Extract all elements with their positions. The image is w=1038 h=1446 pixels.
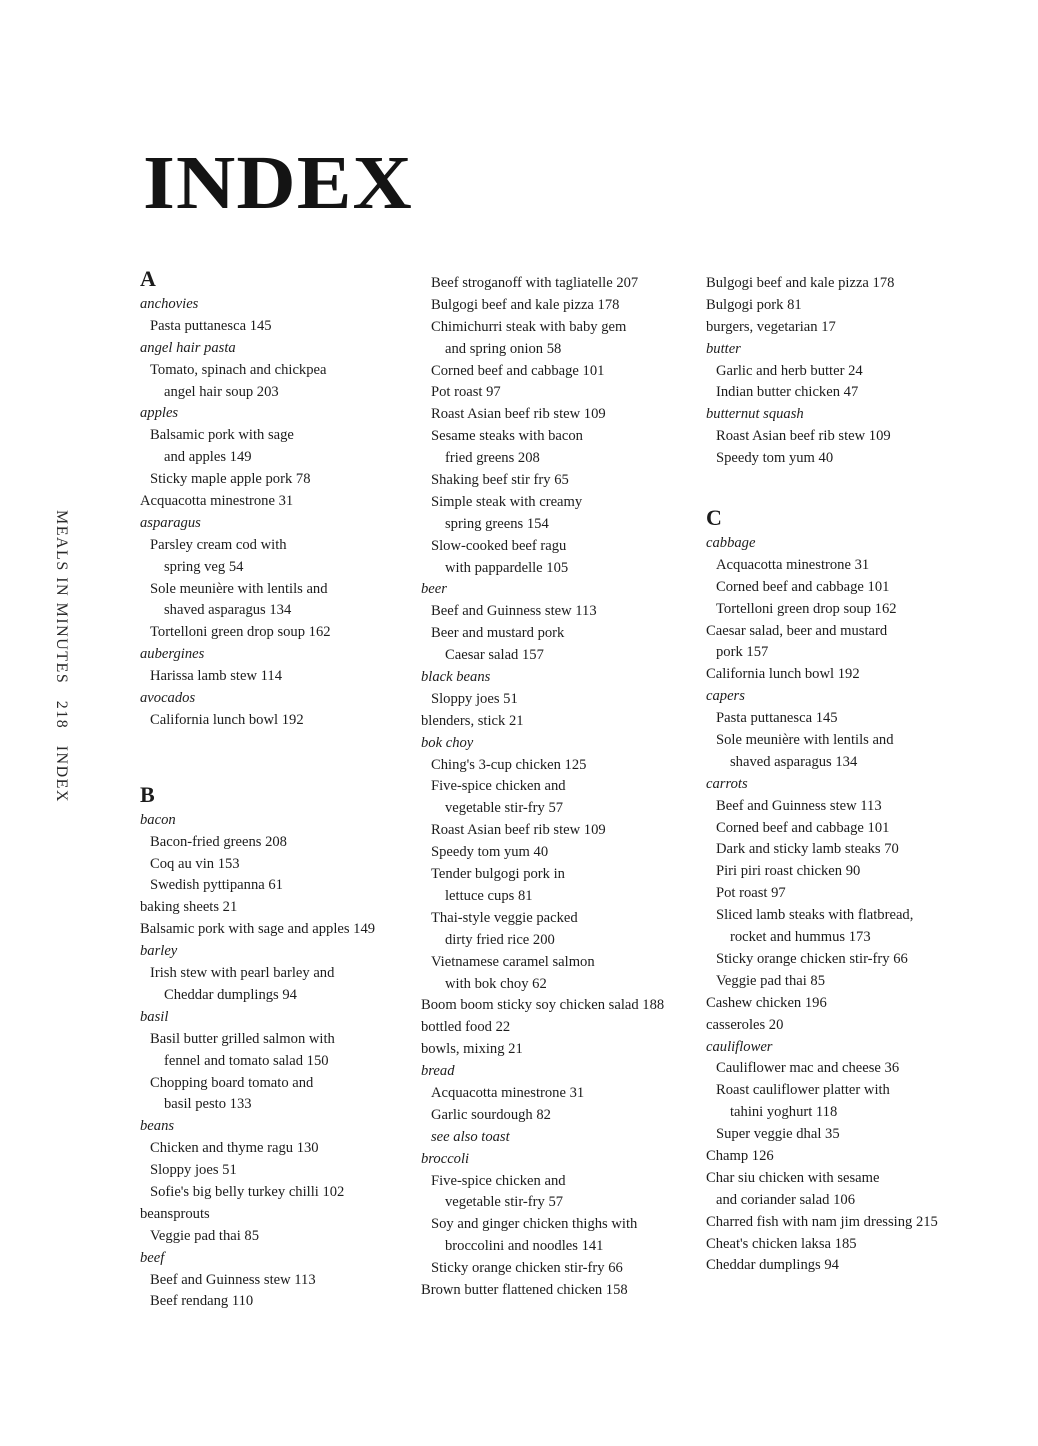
index-subentry: Shaking beef stir fry 65: [431, 472, 569, 489]
index-subentry: Chimichurri steak with baby gem: [431, 318, 627, 335]
index-topic: avocados: [140, 690, 196, 707]
index-topic: aubergines: [140, 646, 205, 663]
section-letter: B: [140, 781, 155, 807]
index-entry: Cashew chicken 196: [706, 994, 827, 1011]
page-title: INDEX: [143, 141, 413, 225]
index-topic: broccoli: [421, 1150, 470, 1167]
index-subentry-continuation: spring greens 154: [445, 515, 549, 532]
index-entry: Champ 126: [706, 1147, 774, 1164]
index-subentry: Pasta puttanesca 145: [716, 710, 838, 727]
index-subentry: Vietnamese caramel salmon: [431, 953, 595, 970]
index-entry: Balsamic pork with sage and apples 149: [140, 921, 376, 938]
index-subentry: Harissa lamb stew 114: [150, 668, 282, 685]
index-subentry: Slow-cooked beef ragu: [431, 537, 567, 554]
running-head: MEALS IN MINUTES 218 INDEX: [53, 510, 70, 803]
index-subentry: Corned beef and cabbage 101: [716, 578, 890, 595]
index-entry: Bulgogi pork 81: [706, 296, 802, 313]
index-topic: carrots: [706, 775, 748, 792]
index-subentry: Chicken and thyme ragu 130: [150, 1140, 319, 1157]
index-subentry: Sticky maple apple pork 78: [150, 471, 311, 488]
index-subentry: Thai-style veggie packed: [431, 909, 578, 926]
index-subentry: Veggie pad thai 85: [150, 1227, 260, 1244]
index-entry: Char siu chicken with sesame: [706, 1169, 880, 1186]
index-subentry-continuation: dirty fried rice 200: [445, 931, 555, 948]
index-subentry: Super veggie dhal 35: [716, 1126, 840, 1143]
index-subentry: Irish stew with pearl barley and: [150, 965, 335, 982]
index-entry: Charred fish with nam jim dressing 215: [706, 1213, 938, 1230]
index-topic: asparagus: [140, 514, 201, 531]
index-subentry: Basil butter grilled salmon with: [150, 1030, 335, 1047]
index-subentry: Pot roast 97: [716, 885, 786, 902]
index-subentry-continuation: with bok choy 62: [445, 975, 547, 992]
index-subentry: Bacon-fried greens 208: [150, 833, 287, 850]
index-topic: bacon: [140, 811, 176, 828]
index-subentry: and coriander salad 106: [716, 1191, 855, 1208]
index-entry: Cheat's chicken laksa 185: [706, 1235, 857, 1252]
index-column-1: [140, 266, 440, 1313]
index-subentry: Acquacotta minestrone 31: [431, 1084, 585, 1101]
section-gap: [706, 470, 1006, 505]
index-topic: basil: [140, 1008, 169, 1025]
index-subentry: Sole meunière with lentils and: [716, 732, 894, 749]
index-subentry: Five-spice chicken and: [431, 1172, 566, 1189]
index-subentry-continuation: and apples 149: [164, 449, 252, 466]
index-subentry: pork 157: [716, 644, 769, 661]
index-subentry-continuation: tahini yoghurt 118: [730, 1104, 838, 1121]
index-entry: Boom boom sticky soy chicken salad 188: [421, 997, 665, 1014]
index-subentry: Coq au vin 153: [150, 855, 240, 872]
index-subentry: Sticky orange chicken stir-fry 66: [716, 950, 908, 967]
index-entry: baking sheets 21: [140, 899, 238, 916]
index-subentry: Parsley cream cod with: [150, 536, 287, 553]
index-subentry: Roast Asian beef rib stew 109: [431, 406, 606, 423]
index-subentry: Veggie pad thai 85: [716, 972, 826, 989]
index-topic: bread: [421, 1063, 455, 1080]
index-subentry: Roast Asian beef rib stew 109: [716, 428, 891, 445]
index-subentry: Indian butter chicken 47: [716, 384, 859, 401]
section-gap: [140, 732, 440, 782]
section-letter: A: [140, 266, 156, 291]
index-subentry: Five-spice chicken and: [431, 778, 566, 795]
index-cross-reference: see also toast: [431, 1128, 510, 1145]
index-topic: beans: [140, 1118, 175, 1135]
index-subentry: Sesame steaks with bacon: [431, 428, 583, 445]
index-topic: black beans: [421, 669, 491, 686]
index-subentry: Bulgogi beef and kale pizza 178: [431, 296, 620, 313]
index-subentry: Sticky orange chicken stir-fry 66: [431, 1260, 623, 1277]
index-subentry: Beef stroganoff with tagliatelle 207: [431, 275, 639, 291]
index-subentry-continuation: fennel and tomato salad 150: [164, 1052, 329, 1069]
index-subentry-continuation: and spring onion 58: [445, 340, 562, 357]
index-subentry: Pasta puttanesca 145: [150, 317, 272, 334]
index-subentry: Swedish pyttipanna 61: [150, 877, 283, 894]
index-entry: beansprouts: [140, 1205, 210, 1222]
index-subentry: Soy and ginger chicken thighs with: [431, 1216, 638, 1233]
index-topic: cabbage: [706, 535, 756, 552]
index-entry: blenders, stick 21: [421, 712, 524, 729]
index-topic: butter: [706, 340, 741, 357]
index-subentry-continuation: Cheddar dumplings 94: [164, 986, 297, 1003]
index-entry: California lunch bowl 192: [706, 666, 860, 683]
index-column-2: [421, 273, 721, 1302]
index-subentry: Beef and Guinness stew 113: [431, 603, 597, 620]
index-subentry: Beef and Guinness stew 113: [716, 797, 882, 814]
index-subentry: Tortelloni green drop soup 162: [716, 600, 897, 617]
index-entry: Cheddar dumplings 94: [706, 1257, 839, 1274]
index-subentry: Speedy tom yum 40: [716, 450, 834, 467]
index-subentry: Cauliflower mac and cheese 36: [716, 1060, 900, 1077]
index-subentry: Sole meunière with lentils and: [150, 580, 328, 597]
index-subentry: Pot roast 97: [431, 384, 501, 401]
index-entry: bottled food 22: [421, 1019, 511, 1036]
index-subentry: Chopping board tomato and: [150, 1074, 314, 1091]
index-entry: Bulgogi beef and kale pizza 178: [706, 275, 895, 291]
index-subentry: Corned beef and cabbage 101: [431, 362, 605, 379]
index-subentry: Sofie's big belly turkey chilli 102: [150, 1183, 345, 1200]
index-subentry-continuation: shaved asparagus 134: [730, 753, 858, 770]
index-subentry-continuation: Caesar salad 157: [445, 647, 544, 664]
index-subentry-continuation: basil pesto 133: [164, 1096, 252, 1113]
index-topic: anchovies: [140, 296, 199, 312]
index-subentry-continuation: spring veg 54: [164, 558, 244, 575]
index-column-3: [706, 273, 1006, 1277]
index-subentry-continuation: lettuce cups 81: [445, 887, 533, 904]
index-subentry: Tortelloni green drop soup 162: [150, 624, 331, 641]
index-entry: Brown butter flattened chicken 158: [421, 1281, 628, 1298]
index-subentry: Sloppy joes 51: [150, 1162, 237, 1179]
index-topic: apples: [140, 405, 179, 422]
index-subentry: Dark and sticky lamb steaks 70: [716, 841, 899, 858]
index-entry: burgers, vegetarian 17: [706, 318, 836, 335]
index-subentry: Sliced lamb steaks with flatbread,: [716, 907, 914, 924]
index-topic: bok choy: [421, 734, 474, 751]
index-subentry: Simple steak with creamy: [431, 493, 583, 510]
index-subentry-continuation: vegetable stir-fry 57: [445, 800, 564, 817]
index-entry: Acquacotta minestrone 31: [140, 493, 294, 510]
index-subentry: Balsamic pork with sage: [150, 427, 294, 444]
index-subentry-continuation: angel hair soup 203: [164, 383, 279, 400]
index-topic: beef: [140, 1249, 165, 1266]
index-subentry: Sloppy joes 51: [431, 690, 518, 707]
index-topic: beer: [421, 581, 447, 598]
index-subentry: Roast Asian beef rib stew 109: [431, 822, 606, 839]
index-subentry: Beer and mustard pork: [431, 625, 565, 642]
index-subentry-continuation: shaved asparagus 134: [164, 602, 292, 619]
index-subentry: Garlic and herb butter 24: [716, 362, 863, 379]
index-subentry-continuation: rocket and hummus 173: [730, 929, 871, 946]
index-entry: bowls, mixing 21: [421, 1041, 523, 1058]
index-subentry-continuation: fried greens 208: [445, 450, 540, 467]
index-subentry-continuation: with pappardelle 105: [445, 559, 569, 576]
section-letter: C: [706, 505, 722, 531]
index-entry: Caesar salad, beer and mustard: [706, 622, 888, 639]
index-subentry: Corned beef and cabbage 101: [716, 819, 890, 836]
index-subentry: Tender bulgogi pork in: [431, 866, 565, 883]
index-subentry: Roast cauliflower platter with: [716, 1082, 890, 1099]
index-subentry: Beef rendang 110: [150, 1293, 254, 1310]
index-topic: angel hair pasta: [140, 339, 236, 356]
index-subentry: Ching's 3-cup chicken 125: [431, 756, 587, 773]
index-topic: barley: [140, 943, 178, 960]
index-subentry-continuation: broccolini and noodles 141: [445, 1238, 604, 1255]
index-topic: butternut squash: [706, 406, 804, 423]
index-subentry: Tomato, spinach and chickpea: [150, 361, 327, 378]
index-subentry-continuation: vegetable stir-fry 57: [445, 1194, 564, 1211]
index-topic: cauliflower: [706, 1038, 773, 1055]
index-subentry: Beef and Guinness stew 113: [150, 1271, 316, 1288]
index-subentry: Garlic sourdough 82: [431, 1106, 551, 1123]
index-subentry: California lunch bowl 192: [150, 711, 304, 728]
index-topic: capers: [706, 688, 745, 705]
index-subentry: Speedy tom yum 40: [431, 844, 549, 861]
index-subentry: Acquacotta minestrone 31: [716, 556, 870, 573]
index-entry: casseroles 20: [706, 1016, 784, 1033]
index-subentry: Piri piri roast chicken 90: [716, 863, 861, 880]
